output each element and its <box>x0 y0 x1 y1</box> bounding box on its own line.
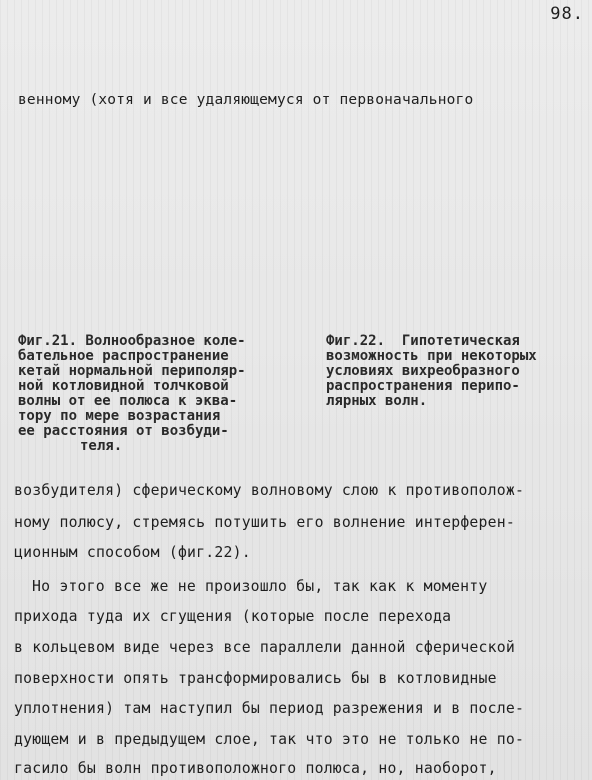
text-line: уплотнения) там наступил бы период разрежения и в после- <box>14 700 525 717</box>
text-line: дующем и в предыдущем слое, так что это не только не по- <box>14 731 525 748</box>
top-text-line: венному (хотя и все удаляющемуся от первоначального <box>18 92 474 108</box>
caption-line: ной котловидной толчковой <box>18 378 229 394</box>
text-line: прихода туда их сгущения (которые после перехода <box>14 608 452 625</box>
caption-line: лярных волн. <box>326 393 428 409</box>
text-line: в кольцевом виде через все параллели данной сферической <box>14 639 515 656</box>
page-number: 98. <box>550 4 584 24</box>
caption-line: ее расстояния от возбуди- <box>18 423 229 439</box>
text-line: ному полюсу, стремясь потушить его волнение интерферен- <box>14 514 515 531</box>
text-line: гасило бы волн противоположного полюса, но, наоборот, <box>14 760 497 777</box>
caption-line: Фиг.22. Гипотетическая <box>326 333 520 349</box>
caption-line: Фиг.21. Волнообразное коле- <box>18 333 246 349</box>
caption-line: тору по мере возрастания <box>18 408 221 424</box>
text-line: ционным способом (фиг.22). <box>14 544 251 561</box>
figure-21-caption <box>18 334 246 454</box>
caption-line: возможность при некоторых <box>326 348 537 364</box>
caption-line: бательное распространение <box>18 348 229 364</box>
caption-line: теля. <box>80 438 123 454</box>
caption-line: кетай нормальной периполяр- <box>18 363 246 379</box>
figure-22-caption <box>326 334 537 409</box>
text-line: возбудителя) сферическому волновому слою к противополож- <box>14 482 525 499</box>
text-line: поверхности опять трансформировались бы в котловидные <box>14 670 497 687</box>
text-line: Но этого все же не произошло бы, так как к моменту <box>32 578 488 595</box>
caption-line: волны от ее полюса к эква- <box>18 393 238 409</box>
caption-line: условиях вихреобразного <box>326 363 520 379</box>
caption-line: распространения перипо- <box>326 378 520 394</box>
